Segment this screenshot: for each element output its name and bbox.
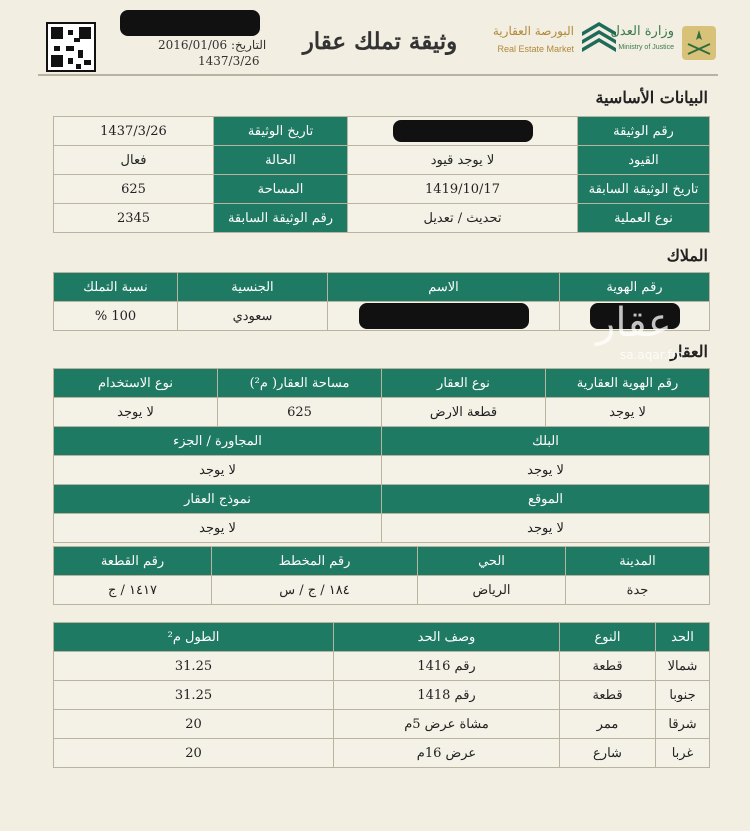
redacted-name-header [120, 10, 260, 36]
saudi-emblem-icon [680, 24, 718, 62]
header-city: المدينة [566, 547, 710, 576]
owner-nationality: سعودي [178, 302, 328, 331]
boundaries-table [53, 622, 710, 768]
table-header-row [54, 485, 710, 514]
header-usage-type: نوع الاستخدام [54, 369, 218, 398]
label-operation-type: نوع العملية [578, 204, 710, 233]
watermark-logo: عقار [596, 300, 672, 346]
label-status: الحالة [214, 146, 348, 175]
boundary-type: ممر [560, 710, 656, 739]
table-row [54, 681, 710, 710]
boundary-desc: رقم 1416 [334, 652, 560, 681]
table-header-row [54, 547, 710, 576]
header-property-type: نوع العقار [382, 369, 546, 398]
header-location: الموقع [382, 485, 710, 514]
label-restrictions: القيود [578, 146, 710, 175]
boundary-length: 31.25 [54, 681, 334, 710]
value-property-id: لا يوجد [546, 398, 710, 427]
value-doc-number [348, 117, 578, 146]
header-boundary-length: الطول م² [54, 623, 334, 652]
owner-share: 100 % [54, 302, 178, 331]
redacted-owner-name [359, 303, 529, 329]
label-prev-doc-number: رقم الوثيقة السابقة [214, 204, 348, 233]
label-doc-date: تاريخ الوثيقة [214, 117, 348, 146]
property-title: العقار [670, 342, 708, 361]
table-row [54, 175, 710, 204]
boundary-length: 20 [54, 739, 334, 768]
table-row [54, 456, 710, 485]
header-property-area: مساحة العقار( م²) [218, 369, 382, 398]
owners-title: الملاك [666, 246, 708, 265]
boundary-desc: رقم 1418 [334, 681, 560, 710]
value-block: لا يوجد [382, 456, 710, 485]
label-doc-number: رقم الوثيقة [578, 117, 710, 146]
value-usage-type: لا يوجد [54, 398, 218, 427]
header-boundary-type: النوع [560, 623, 656, 652]
value-district: الرياض [418, 576, 566, 605]
table-row [54, 398, 710, 427]
value-plan-number: ١٨٤ / ج / س [212, 576, 418, 605]
value-city: جدة [566, 576, 710, 605]
header-boundary: الحد [656, 623, 710, 652]
value-property-type: قطعة الارض [382, 398, 546, 427]
table-header-row [54, 273, 710, 302]
boundary-direction: شمالا [656, 652, 710, 681]
boundary-length: 20 [54, 710, 334, 739]
table-row [54, 710, 710, 739]
header-plan-number: رقم المخطط [212, 547, 418, 576]
boundary-direction: جنوبا [656, 681, 710, 710]
qr-code-icon [46, 22, 96, 72]
basic-data-table [53, 116, 710, 233]
date-gregorian: التاريخ: 2016/01/06 [158, 38, 267, 52]
boundary-desc: مشاة عرض 5م [334, 710, 560, 739]
value-adjacent: لا يوجد [54, 456, 382, 485]
boundary-desc: عرض 16م [334, 739, 560, 768]
header-block: البلك [382, 427, 710, 456]
boundary-type: قطعة [560, 681, 656, 710]
table-header-row [54, 623, 710, 652]
value-operation-type: تحديث / تعديل [348, 204, 578, 233]
date-hijri: 1437/3/26 [198, 54, 260, 68]
header-plot-number: رقم القطعة [54, 547, 212, 576]
label-area: المساحة [214, 175, 348, 204]
table-row [54, 117, 710, 146]
header-adjacent: المجاورة / الجزء [54, 427, 382, 456]
value-restrictions: لا يوجد قيود [348, 146, 578, 175]
document-header [38, 10, 718, 76]
header-district: الحي [418, 547, 566, 576]
header-share: نسبة التملك [54, 273, 178, 302]
table-row [54, 652, 710, 681]
property-table [53, 368, 710, 543]
table-row [54, 576, 710, 605]
table-row [54, 146, 710, 175]
header-name: الاسم [328, 273, 560, 302]
boundary-type: قطعة [560, 652, 656, 681]
boundary-direction: غربا [656, 739, 710, 768]
header-id: رقم الهوية [560, 273, 710, 302]
real-estate-market-logo: البورصة العقارية Real Estate Market [488, 20, 618, 64]
watermark-url: sa.aqar.fm [620, 348, 684, 362]
table-header-row [54, 427, 710, 456]
value-plot-number: ١٤١٧ / ج [54, 576, 212, 605]
value-prev-doc-date: 1419/10/17 [348, 175, 578, 204]
table-row [54, 739, 710, 768]
document-title: وثيقة تملك عقار [302, 28, 458, 55]
table-header-row [54, 369, 710, 398]
header-property-id: رقم الهوية العقارية [546, 369, 710, 398]
location-table [53, 546, 710, 605]
boundary-length: 31.25 [54, 652, 334, 681]
value-doc-date: 1437/3/26 [54, 117, 214, 146]
table-row [54, 514, 710, 543]
value-area: 625 [54, 175, 214, 204]
owner-name [328, 302, 560, 331]
ministry-of-justice-logo: وزارة العدل Ministry of Justice [618, 18, 718, 66]
header-model: نموذج العقار [54, 485, 382, 514]
value-status: فعال [54, 146, 214, 175]
label-prev-doc-date: تاريخ الوثيقة السابقة [578, 175, 710, 204]
value-model: لا يوجد [54, 514, 382, 543]
header-boundary-desc: وصف الحد [334, 623, 560, 652]
value-prev-doc-number: 2345 [54, 204, 214, 233]
boundary-direction: شرقا [656, 710, 710, 739]
value-property-area: 625 [218, 398, 382, 427]
header-nationality: الجنسية [178, 273, 328, 302]
basic-data-title: البيانات الأساسية [595, 88, 708, 107]
boundary-type: شارع [560, 739, 656, 768]
table-row [54, 204, 710, 233]
value-location: لا يوجد [382, 514, 710, 543]
redacted-doc-number [393, 120, 533, 142]
